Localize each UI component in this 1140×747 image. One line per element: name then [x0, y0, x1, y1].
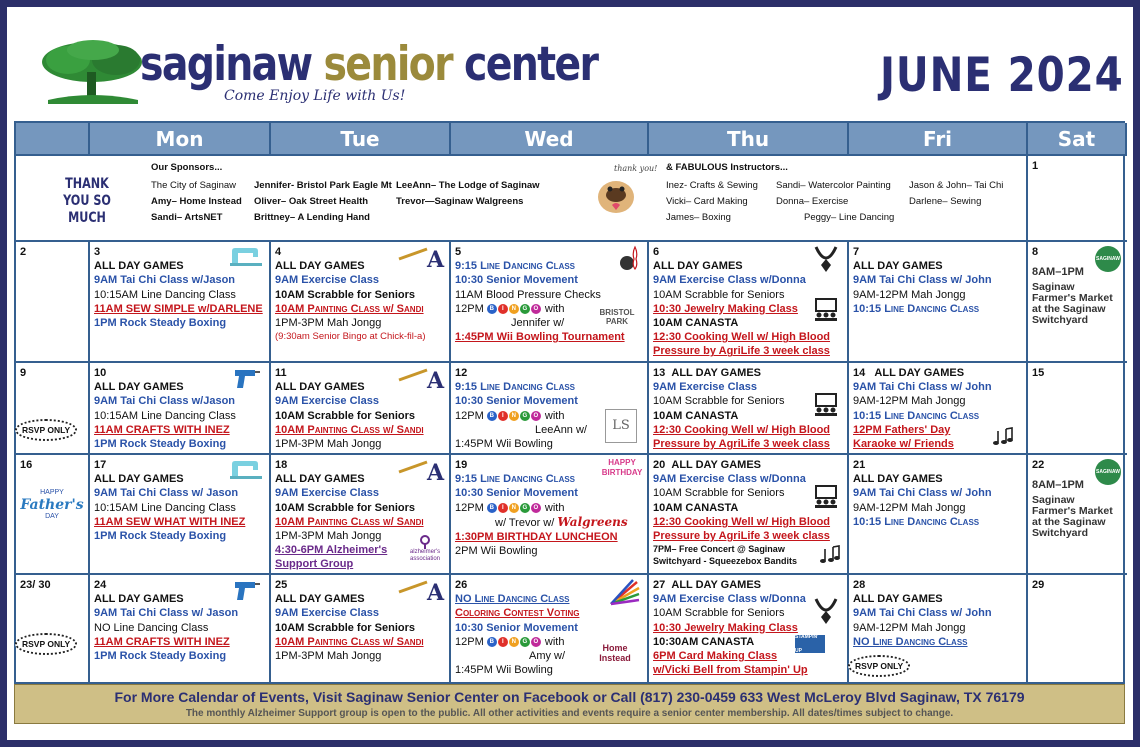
- day-header-thu: Thu: [649, 123, 849, 156]
- sponsor-item: LeeAnn– The Lodge of Saginaw: [396, 180, 540, 191]
- event-line: 4:30-6PM Alzheimer's: [275, 544, 388, 557]
- rsvp-badge: RSVP ONLY: [15, 633, 77, 655]
- event-line: ALL DAY GAMES: [671, 579, 762, 591]
- stampin-up-logo: STAMPIN' UP: [795, 635, 825, 653]
- event-line: 9AM Tai Chi Class w/ John: [853, 487, 992, 500]
- bingo-ball: G: [520, 637, 530, 647]
- day-cell-sat: [1028, 242, 1127, 363]
- event-line: at the Saginaw: [1032, 303, 1106, 316]
- bingo-ball: G: [520, 304, 530, 314]
- saginaw-badge-icon: SAGINAW: [1095, 459, 1121, 485]
- event-line: 10:30 Jewelry Making Class: [653, 302, 798, 315]
- event-line: 9AM Exercise Class w/Donna: [653, 473, 806, 486]
- month-title: JUNE 2024: [880, 48, 1124, 103]
- day-header-fri: Fri: [849, 123, 1028, 156]
- event-line: NO Line Dancing Class: [94, 621, 209, 634]
- day-number: 18: [275, 459, 288, 471]
- colored-pencils-icon: [609, 578, 641, 606]
- event-text: with: [544, 501, 565, 514]
- event-line: 7PM– Free Concert @ Saginaw: [653, 544, 785, 555]
- day-cell-thu: [649, 242, 849, 363]
- bingo-ball: B: [487, 411, 497, 421]
- event-line: 10:15 Line Dancing Class: [853, 515, 980, 528]
- glue-gun-icon: [231, 366, 261, 390]
- event-line: 10AM Painting Class w/ Sandi: [275, 635, 424, 648]
- day-cell-sun: [16, 363, 90, 455]
- day-number: 11: [275, 367, 287, 379]
- calendar-grid: [14, 121, 1125, 684]
- event-line: 12:30 Cooking Well w/ High Blood: [653, 423, 831, 436]
- logo-text: alzheimer's association: [409, 549, 441, 562]
- event-line: 9AM Exercise Class: [653, 381, 757, 394]
- event-line: 9AM Exercise Class w/Donna: [653, 593, 806, 606]
- event-line: 12:30 Cooking Well w/ High Blood: [653, 331, 831, 344]
- bingo-balls-icon: [487, 409, 542, 423]
- event-line: 10:30 Senior Movement: [455, 621, 578, 634]
- event-line: 1:45PM Wii Bowling Tournament: [455, 331, 625, 344]
- day-number: 23/ 30: [20, 579, 51, 591]
- event-line: Switchyard: [1032, 527, 1089, 540]
- event-line: 10AM Scrabble for Seniors: [653, 487, 785, 500]
- event-line: 6PM Card Making Class: [653, 650, 778, 663]
- fathers-day-text: HAPPY: [40, 489, 64, 496]
- sponsor-item: Jennifer- Bristol Park Eagle Mt: [254, 180, 392, 191]
- event-line: LeeAnn w/: [535, 423, 587, 436]
- artsnet-icon: [397, 578, 443, 604]
- event-line: 10AM Scrabble for Seniors: [275, 409, 415, 422]
- day-number-text: 14: [853, 367, 866, 379]
- tagline: Come Enjoy Life with Us!: [224, 88, 406, 104]
- event-line: 10:15 Line Dancing Class: [853, 409, 980, 422]
- event-line: 9AM-12PM Mah Jongg: [853, 288, 966, 301]
- necklace-icon: [813, 245, 839, 273]
- event-line: ALL DAY GAMES: [671, 459, 762, 471]
- sponsor-item: The City of Saginaw: [151, 180, 237, 191]
- event-line: 11AM SEW WHAT WITH INEZ: [94, 515, 246, 528]
- instructor-item: Sandi– Watercolor Painting: [776, 180, 891, 191]
- event-time: 12PM: [455, 409, 484, 422]
- event-line: 1:30PM BIRTHDAY LUNCHEON: [455, 531, 618, 544]
- event-line: 10AM Scrabble for Seniors: [275, 621, 415, 634]
- event-line: Switchyard: [1032, 314, 1089, 327]
- event-line: Coloring Contest Voting: [455, 607, 580, 620]
- event-line: w/Vicki Bell from Stampin' Up: [653, 664, 808, 677]
- day-number: 22: [1032, 459, 1045, 471]
- day-cell-fri: [849, 363, 1028, 455]
- home-instead-logo: Home Instead: [599, 643, 631, 663]
- event-line: 10:15AM Line Dancing Class: [94, 288, 236, 301]
- day-cell-wed: [451, 575, 649, 683]
- svg-text:A: A: [427, 368, 445, 394]
- day-number: 12: [455, 367, 468, 379]
- event-line: 11AM Blood Pressure Checks: [455, 288, 601, 301]
- day-number-text: 27: [653, 579, 666, 591]
- event-line: Farmer's Market: [1032, 505, 1113, 518]
- day-cell-tue: [271, 242, 451, 363]
- day-number: 7: [853, 246, 860, 258]
- event-line: ALL DAY GAMES: [653, 260, 743, 273]
- day-cell-mon: [90, 242, 271, 363]
- event-line: 9AM Tai Chi Class w/ Jason: [94, 607, 239, 620]
- event-line: 9:15 Line Dancing Class: [455, 381, 576, 394]
- happy-birthday-graphic: HAPPY BIRTHDAY: [601, 458, 643, 477]
- day-cell-tue: [271, 455, 451, 575]
- event-line: Pressure by AgriLife 3 week class: [653, 345, 830, 358]
- day-header-blank: [16, 123, 90, 156]
- day-cell-wed: [451, 242, 649, 363]
- day-number: 5: [455, 246, 462, 258]
- bingo-balls-icon: [487, 302, 542, 316]
- day-number: 4: [275, 246, 282, 258]
- instructor-item: Jason & John– Tai Chi: [909, 180, 1004, 191]
- instructor-item: Donna– Exercise: [776, 196, 849, 207]
- event-line: Pressure by AgriLife 3 week class: [653, 438, 830, 451]
- day-cell-sat: [1028, 575, 1127, 683]
- artsnet-icon: [397, 458, 443, 484]
- day-number: 1: [1032, 160, 1039, 172]
- pug-thank-you-icon: [586, 159, 658, 221]
- event-line: ALL DAY GAMES: [94, 381, 184, 394]
- sponsor-item: Brittney– A Lending Hand: [254, 212, 370, 223]
- sponsor-item: Oliver– Oak Street Health: [254, 196, 369, 207]
- event-line: 10AM CANASTA: [653, 317, 739, 330]
- event-text: with: [544, 409, 565, 422]
- classroom-icon: [813, 393, 839, 417]
- event-line: 9AM Exercise Class: [275, 274, 379, 287]
- day-cell-fri: [849, 242, 1028, 363]
- sponsor-item: Trevor—Saginaw Walgreens: [396, 196, 524, 207]
- sponsors-panel: [16, 156, 1028, 242]
- footer-disclaimer: The monthly Alzheimer Support group is open to the public. All other activities and events require a senior center membership. All dates/times subject to change.: [185, 708, 954, 719]
- event-line: 9AM Tai Chi Class w/ John: [853, 381, 992, 394]
- day-cell-mon: [90, 575, 271, 683]
- event-line: 9:15 Line Dancing Class: [455, 473, 576, 486]
- event-line: 10:15AM Line Dancing Class: [94, 409, 236, 422]
- bingo-ball: I: [498, 637, 508, 647]
- rsvp-badge: RSVP ONLY: [848, 655, 910, 677]
- day-cell-thu: [649, 363, 849, 455]
- event-line: 9AM Exercise Class: [275, 487, 379, 500]
- event-line: 9AM-12PM Mah Jongg: [853, 395, 966, 408]
- bingo-ball: O: [531, 503, 541, 513]
- event-line: 1PM Rock Steady Boxing: [94, 530, 227, 543]
- day-number: 26: [455, 579, 468, 591]
- day-cell-mon: [90, 455, 271, 575]
- day-header-tue: Tue: [271, 123, 451, 156]
- event-line: 10:30AM CANASTA: [653, 635, 755, 648]
- day-number: 19: [455, 459, 468, 471]
- day-header-wed: Wed: [451, 123, 649, 156]
- instructor-item: James– Boxing: [666, 212, 731, 223]
- day-number-text: 20: [653, 459, 666, 471]
- day-header-mon: Mon: [90, 123, 271, 156]
- artsnet-icon: [397, 245, 443, 271]
- event-line: Support Group: [275, 558, 354, 571]
- event-line: 9AM Exercise Class: [275, 395, 379, 408]
- classroom-icon: [813, 298, 839, 322]
- day-number: 15: [1032, 367, 1045, 379]
- event-line: 2PM Wii Bowling: [455, 545, 538, 558]
- svg-text:A: A: [427, 247, 445, 273]
- event-line: 11AM CRAFTS WITH INEZ: [94, 423, 230, 436]
- tree-logo-icon: [38, 38, 146, 106]
- event-line: 9AM Tai Chi Class w/ Jason: [94, 487, 239, 500]
- walgreens-logo: Walgreens: [557, 514, 628, 529]
- event-text: w/ Trevor w/: [495, 516, 555, 529]
- artsnet-icon: [397, 366, 443, 392]
- day-cell-sat: [1028, 363, 1127, 455]
- bristol-park-logo: BRISTOL PARK: [599, 308, 635, 326]
- event-line: 12:30 Cooking Well w/ High Blood: [653, 515, 831, 528]
- event-line: 8AM–1PM: [1032, 266, 1084, 279]
- bingo-ball: B: [487, 304, 497, 314]
- day-cell-fri: [849, 575, 1028, 683]
- sewing-machine-icon: [229, 458, 263, 480]
- bingo-ball: I: [498, 503, 508, 513]
- thank-you-graphic: THANK YOU SO MUCH: [63, 176, 111, 226]
- event-line: ALL DAY GAMES: [275, 593, 365, 606]
- day-cell-thu: [649, 575, 849, 683]
- svg-text:A: A: [427, 460, 445, 486]
- event-line: Jennifer w/: [511, 317, 565, 330]
- event-line: 10AM Scrabble for Seniors: [653, 288, 785, 301]
- event-line: 10AM Scrabble for Seniors: [275, 501, 415, 514]
- event-line: 11AM SEW SIMPLE w/DARLENE: [94, 302, 263, 315]
- event-line: 1PM Rock Steady Boxing: [94, 438, 227, 451]
- event-line: 9AM Tai Chi Class w/Jason: [94, 395, 236, 408]
- event-line: 1PM-3PM Mah Jongg: [275, 317, 382, 330]
- event-line: (9:30am Senior Bingo at Chick-fil-a): [275, 331, 426, 343]
- event-line: [455, 501, 643, 515]
- day-cell-mon: [90, 363, 271, 455]
- sponsor-item: Sandi– ArtsNET: [151, 212, 223, 223]
- bingo-ball: G: [520, 411, 530, 421]
- day-number: 29: [1032, 579, 1045, 591]
- event-line: Saginaw: [1032, 281, 1075, 294]
- brand-part2: senior: [323, 37, 452, 92]
- event-line: ALL DAY GAMES: [94, 260, 184, 273]
- event-line: ALL DAY GAMES: [94, 473, 184, 486]
- instructor-item: Vicki– Card Making: [666, 196, 748, 207]
- bingo-ball: O: [531, 304, 541, 314]
- day-number: [653, 367, 761, 379]
- bingo-ball: N: [509, 304, 519, 314]
- music-notes-icon: [992, 427, 1014, 447]
- glue-gun-icon: [231, 578, 261, 602]
- bingo-balls-icon: [487, 501, 542, 515]
- fathers-day-text: DAY: [45, 513, 59, 520]
- event-text: with: [544, 635, 565, 648]
- day-number: 28: [853, 579, 866, 591]
- day-number: 16: [20, 459, 33, 471]
- day-number: 10: [94, 367, 107, 379]
- event-line: 9AM-12PM Mah Jongg: [853, 621, 966, 634]
- event-line: ALL DAY GAMES: [671, 367, 762, 379]
- day-cell-wed: [451, 363, 649, 455]
- bingo-ball: N: [509, 503, 519, 513]
- event-line: 9AM Exercise Class: [275, 607, 379, 620]
- lodge-of-saginaw-logo: LS: [605, 409, 637, 443]
- bingo-ball: O: [531, 411, 541, 421]
- day-cell-wed: [451, 455, 649, 575]
- fathers-day-graphic: [18, 487, 86, 523]
- event-line: 8AM–1PM: [1032, 479, 1084, 492]
- event-line: 10:30 Jewelry Making Class: [653, 621, 798, 634]
- bowling-icon: [619, 245, 641, 271]
- day-cell-sat: [1028, 156, 1127, 242]
- event-line: 10AM Scrabble for Seniors: [653, 607, 785, 620]
- event-line: 9AM-12PM Mah Jongg: [853, 501, 966, 514]
- day-cell-sun: [16, 242, 90, 363]
- event-line: 10AM CANASTA: [653, 409, 739, 422]
- bingo-ball: G: [520, 503, 530, 513]
- footer-bar: [14, 684, 1125, 724]
- day-number: 9: [20, 367, 27, 379]
- day-number: 3: [94, 246, 101, 258]
- bingo-ball: I: [498, 411, 508, 421]
- event-line: 9AM Tai Chi Class w/ John: [853, 274, 992, 287]
- event-line: 1PM-3PM Mah Jongg: [275, 650, 382, 663]
- music-notes-icon: [819, 545, 841, 565]
- event-line: 9AM Tai Chi Class w/Jason: [94, 274, 236, 287]
- bingo-ball: B: [487, 503, 497, 513]
- bingo-ball: O: [531, 637, 541, 647]
- event-line: 12PM Fathers' Day: [853, 423, 951, 436]
- event-line: 1:45PM Wii Bowling: [455, 664, 553, 677]
- event-line: 10AM Scrabble for Seniors: [653, 395, 785, 408]
- event-line: ALL DAY GAMES: [853, 593, 943, 606]
- day-header-sat: Sat: [1028, 123, 1127, 156]
- bingo-ball: N: [509, 637, 519, 647]
- fathers-day-text: Father's: [20, 497, 84, 513]
- day-cell-tue: [271, 363, 451, 455]
- day-number: 8: [1032, 246, 1039, 258]
- bingo-ball: I: [498, 304, 508, 314]
- brand-part1: saginaw: [140, 37, 312, 92]
- event-line: [455, 515, 643, 530]
- event-line: 10:15AM Line Dancing Class: [94, 501, 236, 514]
- event-line: ALL DAY GAMES: [275, 260, 365, 273]
- event-line: 11AM CRAFTS WITH INEZ: [94, 635, 230, 648]
- event-line: ALL DAY GAMES: [275, 473, 365, 486]
- day-number: 21: [853, 459, 866, 471]
- sponsors-heading: Our Sponsors...: [151, 162, 223, 173]
- day-number: 24: [94, 579, 107, 591]
- bingo-ball: N: [509, 411, 519, 421]
- saginaw-badge-icon: SAGINAW: [1095, 246, 1121, 272]
- event-line: Amy w/: [529, 650, 566, 663]
- event-line: 10:15 Line Dancing Class: [853, 302, 980, 315]
- event-line: 1PM Rock Steady Boxing: [94, 317, 227, 330]
- event-line: 10:30 Senior Movement: [455, 274, 578, 287]
- brand-title: [140, 38, 597, 92]
- day-number-text: 13: [653, 367, 666, 379]
- svg-text:A: A: [427, 580, 445, 606]
- event-line: Farmer's Market: [1032, 292, 1113, 305]
- event-line: Karaoke w/ Friends: [853, 438, 954, 451]
- event-line: at the Saginaw: [1032, 516, 1106, 529]
- day-number: [853, 367, 964, 379]
- event-line: 9AM Exercise Class w/Donna: [653, 274, 806, 287]
- sewing-machine-icon: [229, 245, 263, 267]
- event-line: NO Line Dancing Class: [853, 635, 968, 648]
- event-line: 10AM Painting Class w/ Sandi: [275, 302, 424, 315]
- event-line: Pressure by AgriLife 3 week class: [653, 530, 830, 543]
- event-line: NO Line Dancing Class: [455, 593, 570, 606]
- event-time: 12PM: [455, 302, 484, 315]
- event-line: 9AM Tai Chi Class w/ John: [853, 607, 992, 620]
- day-cell-sun: [16, 455, 90, 575]
- classroom-icon: [813, 485, 839, 509]
- instructors-heading: & FABULOUS Instructors...: [666, 162, 788, 173]
- event-line: 9:15 Line Dancing Class: [455, 260, 576, 273]
- footer-contact-line: For More Calendar of Events, Visit Saginaw Senior Center on Facebook or Call (817) 230-0459 633 West McLeroy Blvd Saginaw, TX 76179: [114, 689, 1025, 705]
- brand-part3: center: [463, 37, 598, 92]
- day-number: [653, 579, 761, 591]
- day-cell-thu: [649, 455, 849, 575]
- bingo-balls-icon: [487, 635, 542, 649]
- event-line: 10AM Painting Class w/ Sandi: [275, 515, 424, 528]
- alzheimers-logo-icon: [418, 535, 432, 549]
- event-line: 1PM Rock Steady Boxing: [94, 650, 227, 663]
- day-number: 17: [94, 459, 107, 471]
- event-line: Saginaw: [1032, 494, 1075, 507]
- event-line: 10:30 Senior Movement: [455, 395, 578, 408]
- event-line: 1:45PM Wii Bowling: [455, 438, 553, 451]
- day-cell-sun: [16, 575, 90, 683]
- day-number: 6: [653, 246, 660, 258]
- event-time: 12PM: [455, 501, 484, 514]
- day-number: [653, 459, 761, 471]
- day-cell-tue: [271, 575, 451, 683]
- event-text: with: [544, 302, 565, 315]
- day-number: 2: [20, 246, 27, 258]
- event-line: ALL DAY GAMES: [94, 593, 184, 606]
- event-line: ALL DAY GAMES: [874, 367, 965, 379]
- event-line: 10AM Scrabble for Seniors: [275, 288, 415, 301]
- day-cell-fri: [849, 455, 1028, 575]
- event-line: 1PM-3PM Mah Jongg: [275, 530, 382, 543]
- alzheimers-association-logo: [405, 535, 445, 563]
- event-line: Switchyard - Squeezebox Bandits: [653, 556, 798, 567]
- event-line: 10AM CANASTA: [653, 501, 739, 514]
- rsvp-badge: RSVP ONLY: [15, 419, 77, 441]
- event-line: ALL DAY GAMES: [853, 260, 943, 273]
- bingo-ball: B: [487, 637, 497, 647]
- instructor-item: Peggy– Line Dancing: [804, 212, 895, 223]
- day-number: 25: [275, 579, 288, 591]
- sponsor-item: Amy– Home Instead: [151, 196, 242, 207]
- event-line: ALL DAY GAMES: [275, 381, 365, 394]
- event-time: 12PM: [455, 635, 484, 648]
- instructor-item: Inez- Crafts & Sewing: [666, 180, 758, 191]
- event-line: 1PM-3PM Mah Jongg: [275, 438, 382, 451]
- event-line: 10AM Painting Class w/ Sandi: [275, 423, 424, 436]
- thankyou-card-text: thank you!: [614, 164, 658, 173]
- event-line: 10:30 Senior Movement: [455, 487, 578, 500]
- instructor-item: Darlene– Sewing: [909, 196, 982, 207]
- day-cell-sat: [1028, 455, 1127, 575]
- necklace-icon: [813, 597, 839, 625]
- event-line: ALL DAY GAMES: [853, 473, 943, 486]
